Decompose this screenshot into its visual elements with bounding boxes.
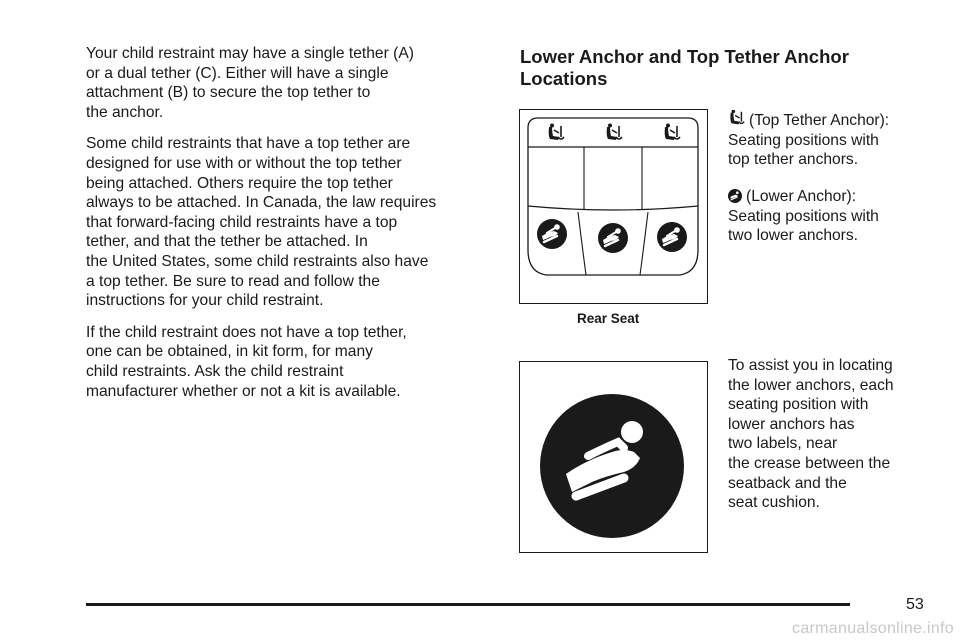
- figure-caption: Rear Seat: [577, 311, 640, 326]
- paragraph-tether-kit: If the child restraint does not have a top tether, one can be obtained, in kit form, for many child restraints. Ask the child restraint manufacturer whether or not a kit is available.: [86, 323, 407, 400]
- top-tether-legend: (Top Tether Anchor): Seating positions with top tether anchors.: [728, 110, 943, 170]
- top-tether-anchor-icon: [607, 124, 622, 141]
- section-heading: Lower Anchor and Top Tether Anchor Locations: [520, 46, 849, 89]
- lower-anchor-icon: [537, 219, 567, 249]
- lower-anchor-legend: (Lower Anchor): Seating positions with two lower anchors.: [728, 188, 879, 245]
- lower-anchor-label-figure: [519, 361, 708, 553]
- body-text-column: [86, 44, 496, 413]
- paragraph-tether-requirements: Some child restraints that have a top tether are designed for use with or without the top tether being attached. Others require the top tether always to be attached. In Canada, the law requires that forward-facing child restraints have a top tether, and that the tether be attached. In the United States, some child restraints also have a top tether. Be sure to read and follow the instructions for your child restraint.: [86, 135, 437, 310]
- top-tether-anchor-icon: [728, 110, 745, 127]
- top-tether-anchor-icon: [665, 124, 680, 141]
- lower-anchor-icon: [657, 222, 687, 252]
- page-number: 53: [906, 596, 924, 613]
- assist-paragraph: To assist you in locating the lower anchors, each seating position with lower anchors has two labels, near the crease between the seatback and the seat cushion.: [728, 357, 894, 512]
- lower-anchor-icon: [598, 223, 628, 253]
- rear-seat-illustration: [520, 110, 706, 302]
- footer-rule: [86, 603, 850, 606]
- rear-seat-diagram: [519, 109, 708, 304]
- watermark: carmanualsonline.info: [792, 620, 954, 637]
- top-tether-anchor-icon: [549, 124, 564, 141]
- lower-anchor-icon: [728, 189, 742, 203]
- paragraph-tether-types: Your child restraint may have a single tether (A) or a dual tether (C). Either will have a single attachment (B) to secure the top tether to the anchor.: [86, 45, 414, 121]
- lower-anchor-label-illustration: [520, 362, 706, 551]
